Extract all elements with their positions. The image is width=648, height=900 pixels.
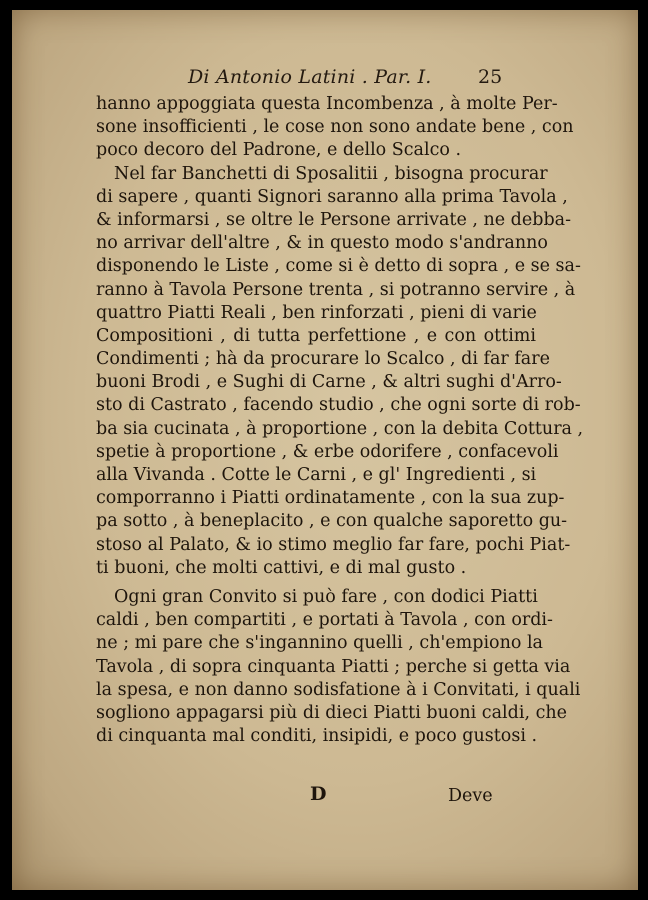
text-line: comporranno i Piatti ordinatamente , con la sua zup- — [96, 488, 565, 509]
text-line: ne ; mi pare che s'ingannino quelli , ch'empiono la — [96, 633, 543, 654]
text-line: stoso al Palato, & io stimo meglio far fare, pochi Piat- — [96, 534, 571, 555]
text-line: ti buoni, che molti cattivi, e di mal gusto . — [96, 557, 467, 578]
text-line: di cinquanta mal conditi, insipidi, e poco gustosi . — [96, 726, 538, 747]
text-line: quattro Piatti Reali , ben rinforzati , pieni di varie — [96, 302, 537, 323]
text-line: Ogni gran Convito si può fare , con dodici Piatti — [114, 586, 538, 607]
text-line: sto di Castrato , facendo studio , che ogni sorte di rob- — [96, 395, 581, 416]
text-line: la spesa, e non danno sodisfatione à i Convitati, i quali — [96, 679, 581, 700]
text-line: poco decoro del Padrone, e dello Scalco . — [96, 140, 462, 161]
text-line: sone insofficienti , le cose non sono andate bene , con — [96, 117, 574, 138]
book-page — [12, 10, 638, 890]
text-line: spetie à proportione , & erbe odorifere , confacevoli — [96, 441, 559, 462]
text-line: & informarsi , se oltre le Persone arrivate , ne debba- — [96, 209, 571, 230]
text-line: disponendo le Liste , come si è detto di sopra , e se sa- — [96, 256, 581, 277]
text-line: hanno appoggiata questa Incombenza , à molte Per- — [96, 94, 558, 114]
text-line: sogliono appagarsi più di dieci Piatti buoni caldi, che — [96, 702, 567, 723]
text-line: Compositioni , di tutta perfettione , e con ottimi — [96, 325, 536, 346]
body-text — [96, 93, 584, 748]
text-line: alla Vivanda . Cotte le Carni , e gl' Ingredienti , si — [96, 465, 537, 485]
text-line: ranno à Tavola Persone trenta , si potranno servire , à — [96, 279, 576, 300]
page-number: 25 — [478, 66, 503, 88]
signature-mark: D — [310, 783, 327, 805]
text-line: ba sia cucinata , à proportione , con la debita Cottura , — [96, 418, 584, 439]
text-line: Condimenti ; hà da procurare lo Scalco , di far fare — [96, 349, 550, 370]
text-line: buoni Brodi , e Sughi di Carne , & altri sughi d'Arro- — [96, 372, 562, 393]
text-line: pa sotto , à beneplacito , e con qualche saporetto gu- — [96, 511, 568, 532]
text-line: caldi , ben compartiti , e portati à Tavola , con ordi- — [96, 610, 553, 631]
text-line: Nel far Banchetti di Sposalitii , bisogna procurar — [114, 163, 548, 184]
text-line: Tavola , di sopra cinquanta Piatti ; perche si getta via — [96, 656, 571, 677]
catchword: Deve — [448, 786, 493, 806]
text-line: no arrivar dell'altre , & in questo modo s'andranno — [96, 233, 548, 254]
text-line: di sapere , quanti Signori saranno alla prima Tavola , — [96, 186, 568, 207]
running-title: Di Antonio Latini . Par. I. — [188, 66, 432, 88]
